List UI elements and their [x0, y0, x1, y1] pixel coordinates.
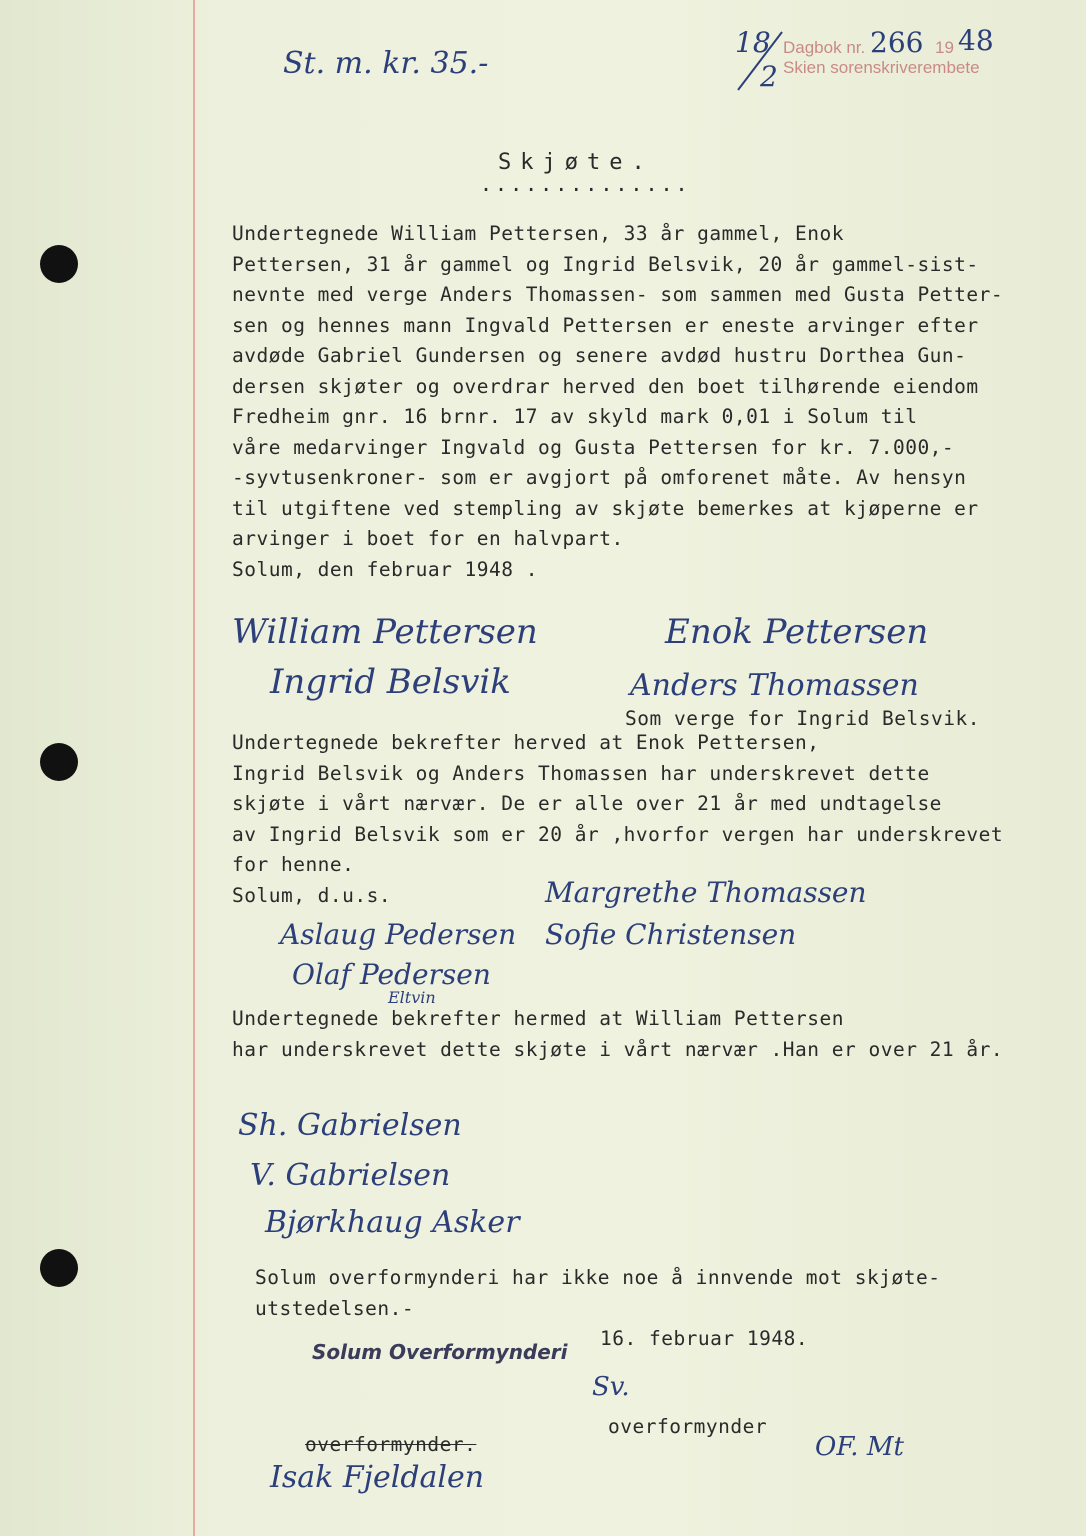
signature-sofie: Sofie Christensen [545, 918, 797, 951]
overformynder-left-label: overformynder. [305, 1433, 477, 1456]
title-underline: .............. [480, 172, 691, 196]
witness-line: Undertegnede bekrefter hermed at William Pettersen [232, 1007, 844, 1030]
body-line: avdøde Gabriel Gundersen og senere avdød hustru Dorthea Gun- [232, 344, 967, 367]
witness-line: Ingrid Belsvik og Anders Thomassen har underskrevet dette [232, 761, 930, 785]
body-line: sen og hennes mann Ingvald Pettersen er eneste arvinger efter [232, 313, 979, 337]
body-line: Pettersen, 31 år gammel og Ingrid Belsvik, 20 år gammel-sist- [232, 252, 979, 276]
body-line: Undertegnede William Pettersen, 33 år gammel, Enok [232, 222, 844, 245]
signature-olaf: Olaf Pedersen [292, 958, 491, 991]
fee-note: St. m. kr. 35.- [283, 46, 489, 81]
overformynder-initials: OF. Mt [815, 1432, 904, 1462]
signature-v-gabrielsen: V. Gabrielsen [250, 1158, 451, 1193]
place-date: Solum, den februar 1948 . [232, 557, 538, 581]
stamp-line1: Dagbok nr. [783, 38, 866, 57]
signature-enok: Enok Pettersen [665, 612, 929, 652]
handwritten-month: 2 [760, 60, 778, 93]
guardianship-stamp: Solum Overformynderi [312, 1340, 568, 1364]
signature-overformynder-left: Isak Fjeldalen [270, 1460, 485, 1495]
date-slash [730, 28, 790, 98]
body-line: arvinger i boet for en halvpart. [232, 527, 624, 550]
body-line: dersen skjøter og overdrar herved den boet tilhørende eiendom [232, 374, 979, 398]
guardianship-date: 16. februar 1948. [600, 1327, 809, 1350]
stamp-year-prefix: 19 [935, 38, 954, 57]
signature-sh-gabrielsen: Sh. Gabrielsen [238, 1108, 462, 1143]
guardian-note: Som verge for Ingrid Belsvik. [625, 707, 980, 730]
witness-line: har underskrevet dette skjøte i vårt nærvær .Han er over 21 år. [232, 1037, 1004, 1061]
overformynder-right-label: overformynder [608, 1415, 768, 1438]
handwritten-day: 18 [735, 26, 771, 59]
signature-william: William Pettersen [232, 612, 538, 652]
signature-extra: Eltvin [388, 988, 436, 1007]
witness-line: skjøte i vårt nærvær. De er alle over 21 år med undtagelse [232, 792, 942, 815]
signature-address: Bjørkhaug Asker [265, 1205, 520, 1240]
punch-hole [40, 743, 78, 781]
witness-line: Undertegnede bekrefter herved at Enok Pettersen, [232, 731, 820, 754]
body-text [232, 219, 1003, 585]
punch-hole [40, 245, 78, 283]
punch-hole [40, 1249, 78, 1287]
document-title: Skjøte. [498, 150, 654, 175]
body-line: våre medarvinger Ingvald og Gusta Pettersen for kr. 7.000,- [232, 435, 955, 459]
signature-ingrid: Ingrid Belsvik [270, 662, 511, 702]
witness-line: for henne. [232, 853, 355, 876]
guardianship-line: Solum overformynderi har ikke noe å innvende mot skjøte- [255, 1266, 941, 1289]
signature-margrethe: Margrethe Thomassen [545, 876, 867, 909]
body-line: -syvtusenkroner- som er avgjort på omforenet måte. Av hensyn [232, 466, 967, 489]
witness-line: av Ingrid Belsvik som er 20 år ,hvorfor vergen har underskrevet [232, 822, 1004, 846]
body-line: nevnte med verge Anders Thomassen- som sammen med Gusta Petter- [232, 283, 1004, 306]
witness-place: Solum, d.u.s. [232, 883, 392, 907]
signature-aslaug: Aslaug Pedersen [280, 918, 517, 951]
guardianship-line: utstedelsen.- [255, 1296, 415, 1320]
stamp-year-suffix: 48 [958, 24, 994, 57]
margin-line [193, 0, 195, 1536]
body-line: til utgiftene ved stempling av skjøte bemerkes at kjøperne er [232, 496, 979, 520]
guardianship-text [255, 1263, 940, 1324]
signature-overformynder-right: Sv. [592, 1372, 630, 1402]
stamp-line2: Skien sorenskriverembete [783, 58, 980, 77]
body-line: Fredheim gnr. 16 brnr. 17 av skyld mark 0,01 i Solum til [232, 405, 918, 428]
witness-2-text [232, 1004, 1003, 1065]
signature-anders: Anders Thomassen [630, 668, 919, 703]
stamp-number: 266 [870, 26, 924, 59]
